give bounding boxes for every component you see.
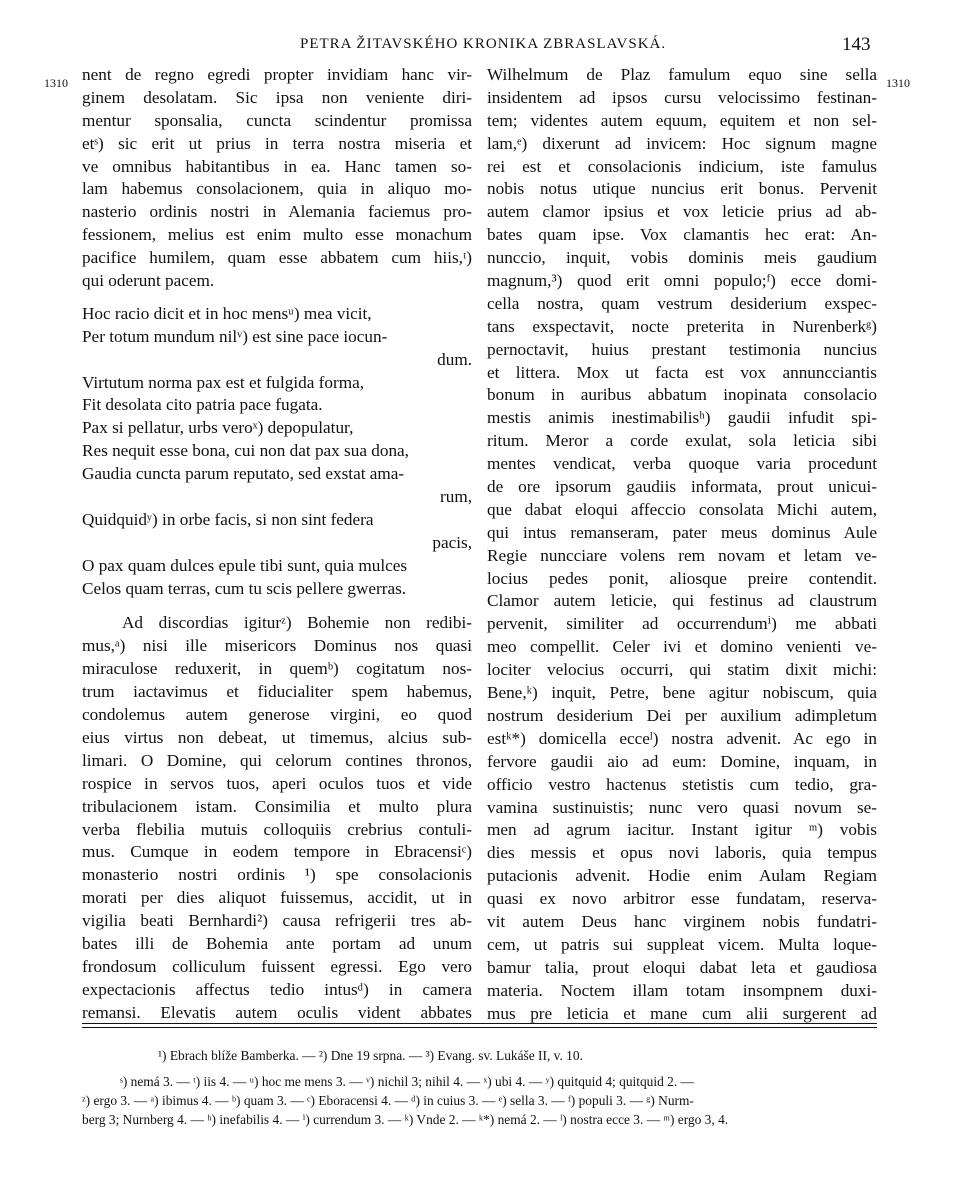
text-line: vamina sustinuistis; nunc vero quasi novum se- xyxy=(487,797,877,817)
text-line: nunccio, inquit, vobis dominis meis gaudium xyxy=(487,248,877,268)
verse-line: Virtutum norma pax est et fulgida forma, xyxy=(82,372,365,392)
right-column xyxy=(487,64,877,1025)
text-line: quasi ex novo arbitror esse fundatam, reserva- xyxy=(487,889,877,909)
text-line: mentur sponsalia, cuncta scindentur promissa xyxy=(82,110,472,130)
text-line: remansi. Elevatis autem oculis vident abbates xyxy=(82,1002,472,1022)
verse-line: pacis, xyxy=(432,532,472,552)
text-line: miraculose reduxerit, in quemᵇ) cogitatum nos- xyxy=(82,659,472,679)
verse-line: rum, xyxy=(440,487,472,507)
text-line: pernoctavit, huius prestant testimonia nuncius xyxy=(487,339,877,359)
text-line: lam habemus consolacionem, quia in aliquo mo- xyxy=(82,179,472,199)
footnote-divider xyxy=(82,1027,877,1028)
left-column xyxy=(82,64,472,1025)
text-line: fessionem, melius est enim multo esse monachum xyxy=(82,225,472,245)
text-line: tans exspectavit, nocte preterita in Nurenberkᵍ) xyxy=(487,316,877,336)
verse-line: Pax si pellatur, urbs veroˣ) depopulatur, xyxy=(82,418,354,438)
text-line: pacifice humilem, quam esse abbatem cum hiis,ᵗ) xyxy=(82,248,472,268)
text-line: fervore gaudii aio ad eum: Domine, inquam, in xyxy=(487,751,877,771)
text-line: cella nostra, quam vestrum desiderium exspec- xyxy=(487,293,877,313)
variant-footnote-line: ˢ) nemá 3. — ᵗ) iis 4. — ᵘ) hoc me mens 3. — ᵛ) nichil 3; nihil 4. — ˣ) ubi 4. — ʸ) quitquid 4; quitquid 2. — xyxy=(120,1074,694,1089)
verse-line: Quidquidʸ) in orbe facis, si non sint federa xyxy=(82,509,374,529)
text-line: mus,ᵃ) nisi ille misericors Dominus nos quasi xyxy=(82,636,472,656)
text-line: frondosum colliculum fuissent egressi. Ego vero xyxy=(82,956,472,976)
text-line: ritum. Meror a corde exulat, sola leticia sibi xyxy=(487,431,877,451)
text-line: vigilia beati Bernhardi²) causa refrigerii tres ab- xyxy=(82,911,472,931)
verse-line: Fit desolata cito patria pace fugata. xyxy=(82,395,323,415)
text-line: autem clamor ipsius et vox leticie prius ad ab- xyxy=(487,202,877,222)
text-line: qui oderunt pacem. xyxy=(82,271,215,291)
text-line: lociter velocius occurri, qui statim dixit michi: xyxy=(487,660,877,680)
text-line: lam,ᵉ) dixerunt ad invicem: Hoc signum magne xyxy=(487,133,877,153)
text-line: mus pre leticia et mane cum alii surgerent ad xyxy=(487,1003,877,1023)
text-line: vit autem Deus hanc virginem nobis fundatri- xyxy=(487,911,877,931)
footnote-divider xyxy=(82,1023,877,1024)
text-line: trum iactavimus et fiducialiter spem habemus, xyxy=(82,682,472,702)
verse-line: O pax quam dulces epule tibi sunt, quia mulces xyxy=(82,555,408,575)
text-line: nobis notus utique nuncius erit bonus. Pervenit xyxy=(487,179,877,199)
verse-line: dum. xyxy=(437,349,472,369)
text-line: materia. Noctem illam totam insompnem duxi- xyxy=(487,980,877,1000)
text-line: locius pedes ponit, aliosque preire contendit. xyxy=(487,568,877,588)
text-line: nent de regno egredi propter invidiam hanc vir- xyxy=(82,65,472,84)
text-line: rospice in servos tuos, aperi oculos tuos et vide xyxy=(82,773,472,793)
text-line: Clamor autem leticie, qui festinus ad claustrum xyxy=(487,591,877,611)
text-line: condolemus autem generose virgini, eo quod xyxy=(82,705,472,725)
verse-line: Celos quam terras, cum tu scis pellere gwerras. xyxy=(82,578,407,598)
verse-line: Per totum mundum nilᵛ) est sine pace iocun- xyxy=(82,326,388,346)
text-line: Wilhelmum de Plaz famulum equo sine sella xyxy=(487,65,877,84)
verse-line: Hoc racio dicit et in hoc mensᵘ) mea vicit, xyxy=(82,303,372,323)
text-line: et littera. Mox ut facta est vox annuncciantis xyxy=(487,362,877,382)
variant-footnote-line: berg 3; Nurnberg 4. — ʰ) inefabilis 4. — ⁱ) currendum 3. — ᵏ) Vnde 2. — ᵏ*) nemá 2. — ˡ) nostra ecce 3. — ᵐ) ergo 3, 4. xyxy=(82,1112,729,1127)
text-line: tem; videntes autem equum, equitem et non sel- xyxy=(487,110,877,130)
text-line: dies messis et opus novi laboris, quia tempus xyxy=(487,843,877,863)
text-line: ve omnibus habitantibus in ea. Hanc tamen so- xyxy=(82,156,472,176)
text-line: mus. Cumque in eodem tempore in Ebracensiᶜ) xyxy=(82,842,472,862)
text-line: bonum in auribus abbatum inopinata consolacio xyxy=(487,385,877,405)
text-line: bates illi de Bohemia ante portam ad unum xyxy=(82,933,472,953)
text-line: magnum,³) quod erit omni populo;ᶠ) ecce domi- xyxy=(487,271,877,291)
text-line: eius virtus non debeat, ut timemus, alcius sub- xyxy=(82,727,472,747)
text-line: morati per dies aliquot fuissemus, accidit, ut in xyxy=(82,888,472,908)
margin-year-left: 1310 xyxy=(44,76,68,90)
text-line: putacionis advenit. Hodie enim Aulam Regiam xyxy=(487,866,877,886)
text-line: mentes vendicat, verba quoque varia procedunt xyxy=(487,454,877,474)
verse-line: Res nequit esse bona, cui non dat pax sua dona, xyxy=(82,441,409,461)
text-line: estᵏ*) domicella ecceˡ) nostra advenit. Ac ego in xyxy=(487,728,877,748)
text-line: expectacionis affectus tedio intusᵈ) in camera xyxy=(82,979,472,999)
running-title: PETRA ŽITAVSKÉHO KRONIKA ZBRASLAVSKÁ. xyxy=(300,36,667,52)
variant-footnote-line: ᶻ) ergo 3. — ᵃ) ibimus 4. — ᵇ) quam 3. — ᶜ) Eboracensi 4. — ᵈ) in cuius 3. — ᵉ) sella 3. — ᶠ) populi 3. — ᵍ) Nurm- xyxy=(82,1093,694,1108)
page-number: 143 xyxy=(842,34,871,55)
text-line: que dabat eloqui affeccio consolata Michi autem, xyxy=(487,499,877,519)
text-line: monasterio nostri ordinis ¹) spe consolacionis xyxy=(82,865,472,885)
text-line: tribulacionem istam. Consimilia et multo plura xyxy=(82,796,472,816)
text-line: Regie nuncciare volens rem novam et letam ve- xyxy=(487,545,877,565)
text-line: de ore ipsorum gaudiis informata, prout unicui- xyxy=(487,477,877,497)
text-line: mestis animis inestimabilisʰ) gaudii infudit spi- xyxy=(487,408,877,428)
text-line: bates quam ipse. Vox clamantis hec erat: An- xyxy=(487,225,877,245)
text-line: meo compellit. Celer ivi et domino venienti ve- xyxy=(487,637,877,657)
text-line: limari. O Domine, qui celorum contines thronos, xyxy=(82,750,472,770)
margin-year-right: 1310 xyxy=(886,76,910,90)
text-line: insidentem ad ipsos cursu velocissimo festinan- xyxy=(487,87,877,107)
text-line: verba flebilia mutuis colloquiis crebrius contuli- xyxy=(82,819,472,839)
text-line: qui intus remanseram, pater meus dominus Aule xyxy=(487,522,877,542)
verse-line: Gaudia cuncta parum reputato, sed exstat ama- xyxy=(82,464,405,484)
text-line: Ad discordias igiturᶻ) Bohemie non redibi- xyxy=(122,613,472,633)
text-line: officio vestro hactenus stetistis cum tedio, gra- xyxy=(487,774,877,794)
text-line: etˢ) sic erit ut prius in terra nostra miseria et xyxy=(82,133,472,153)
text-line: ginem desolatam. Sic ipsa non veniente diri- xyxy=(82,87,472,107)
text-line: bamur talia, prout eloqui dabat leta et gaudiosa xyxy=(487,957,877,977)
text-line: Bene,ᵏ) inquit, Petre, bene agitur nobiscum, quia xyxy=(487,683,877,703)
editorial-footnotes: ¹) Ebrach blíže Bamberka. — ²) Dne 19 srpna. — ³) Evang. sv. Lukáše II, v. 10. xyxy=(158,1048,583,1063)
text-line: nasterio ordinis nostri in Alemania faciemus pro- xyxy=(82,202,472,222)
text-line: nostrum desiderium Dei per auxilium adimpletum xyxy=(487,705,877,725)
text-line: pervenit, similiter ad occurrendumⁱ) me abbati xyxy=(487,614,877,634)
text-line: rei est et consolacionis indicium, iste famulus xyxy=(487,156,877,176)
text-line: men ad agrum iacitur. Instant igitur ᵐ) vobis xyxy=(487,820,877,840)
text-line: cem, ut patris sui suppleat vicem. Multa loque- xyxy=(487,934,877,954)
